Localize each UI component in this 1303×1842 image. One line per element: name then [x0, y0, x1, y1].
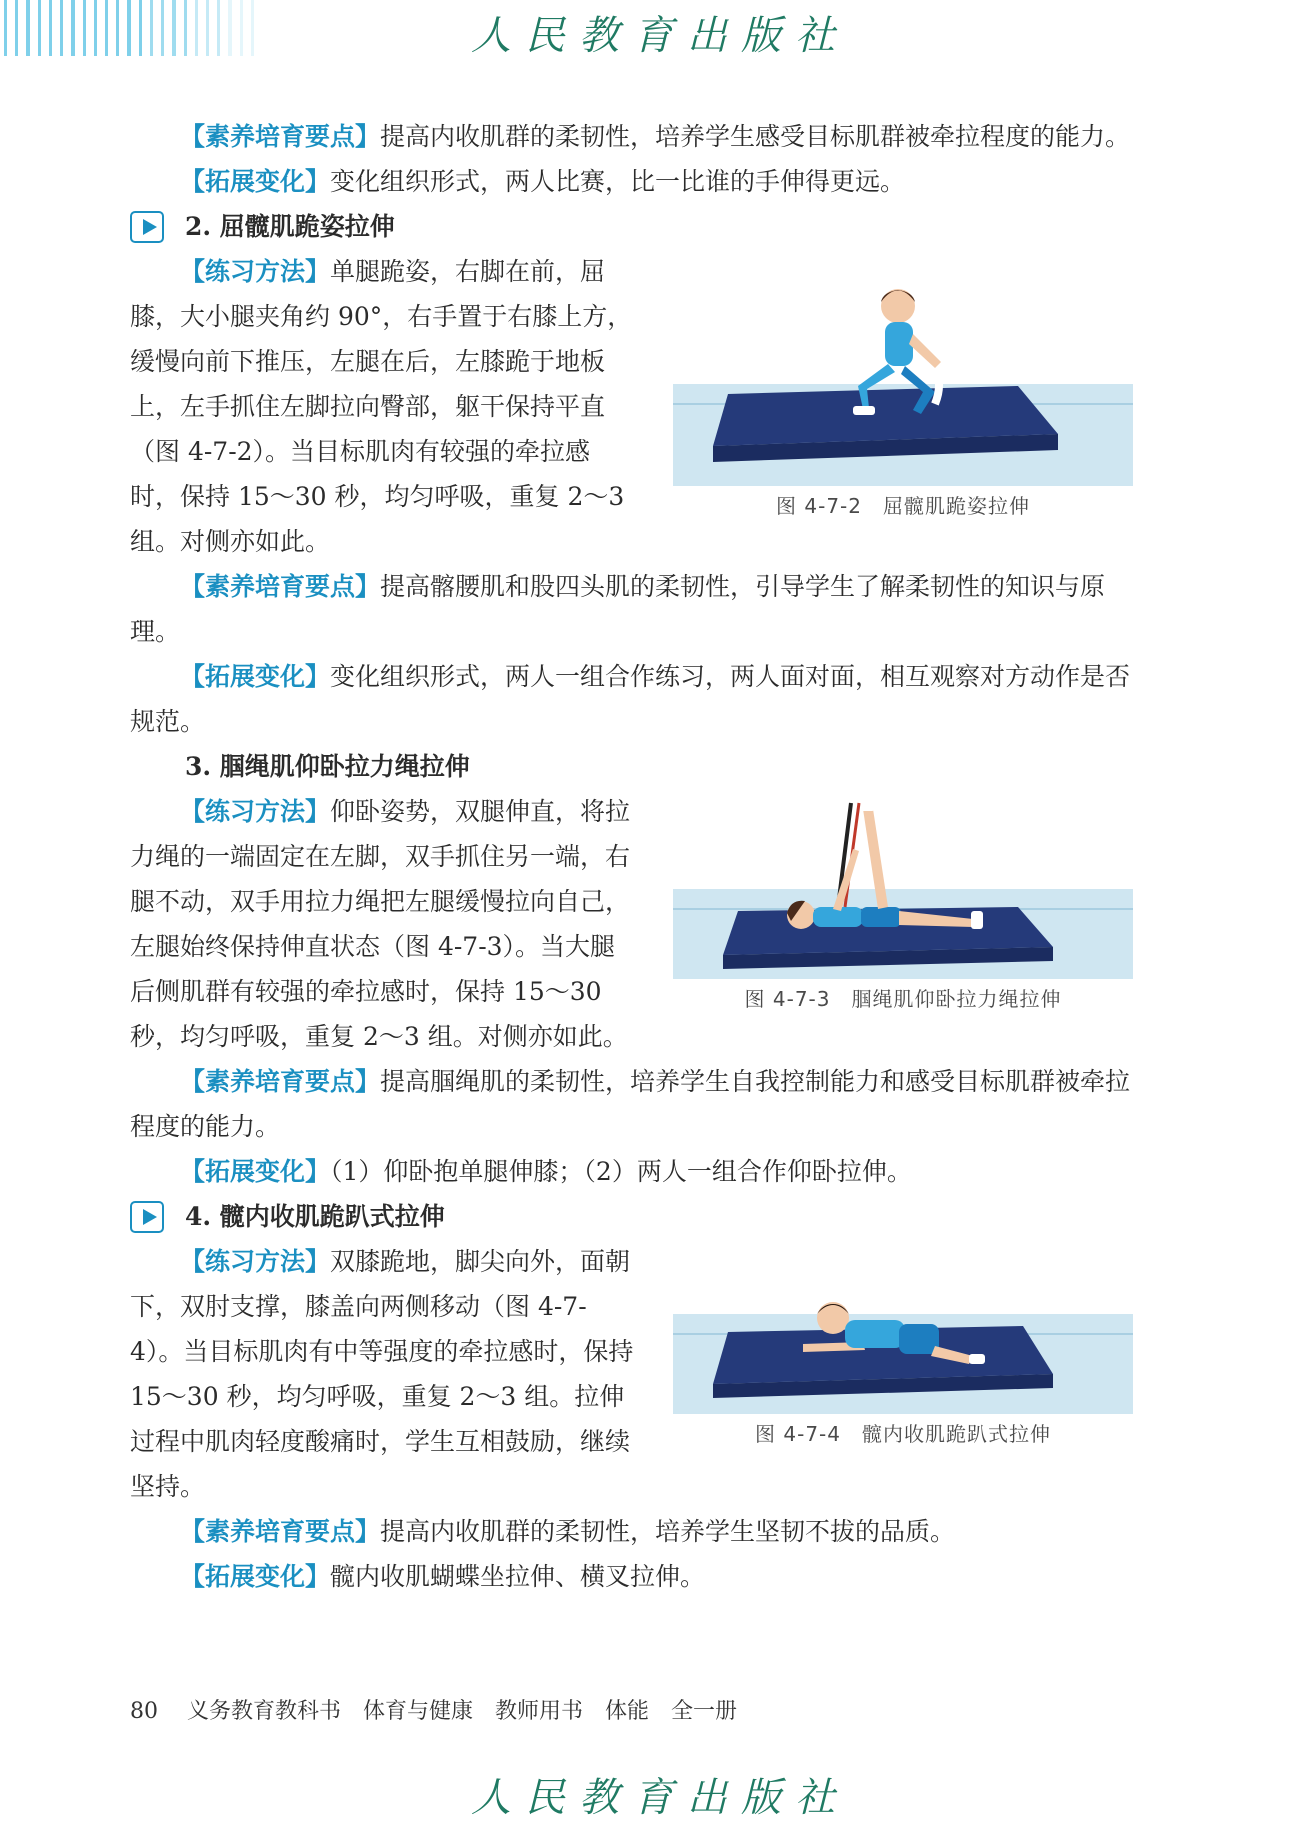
figure-4-7-2: [673, 249, 1133, 564]
paragraph-text: 提高内收肌群的柔韧性，培养学生感受目标肌群被牵拉程度的能力。: [380, 122, 1131, 151]
method-paragraph: [130, 1239, 635, 1509]
page-content: [130, 114, 1133, 1599]
paragraph-key-points: [130, 1509, 1133, 1554]
tag-label: 【素养培育要点】: [180, 122, 381, 151]
paragraph-text: 提高内收肌群的柔韧性，培养学生坚韧不拔的品质。: [380, 1517, 956, 1546]
figure-image: [673, 789, 1133, 979]
section3-row: [130, 789, 1133, 1059]
figure-caption: 图 4-7-2 屈髋肌跪姿拉伸: [776, 494, 1030, 518]
paragraph-text: 变化组织形式，两人比赛，比一比谁的手伸得更远。: [330, 167, 906, 196]
publisher-logo-footer: 人民教育出版社: [471, 1775, 849, 1821]
paragraph-text: 髋内收肌蝴蝶坐拉伸、横叉拉伸。: [330, 1562, 706, 1591]
section-title: 4. 髋内收肌跪趴式拉伸: [185, 1202, 445, 1231]
figure-image: [673, 1284, 1133, 1414]
paragraph-text: 双膝跪地，脚尖向外，面朝下，双肘支撑，膝盖向两侧移动（图 4-7-4）。当目标肌肉有中等强度的牵拉感时，保持 15～30 秒，均匀呼吸，重复 2～3 组。拉伸过程中肌肉轻度酸痛时，学生互相鼓励，继续坚持。: [130, 1247, 634, 1501]
section-heading-2: [130, 204, 1133, 249]
paragraph-extension: [130, 1149, 1133, 1194]
paragraph-extension: [130, 654, 1133, 744]
section-title: 3. 腘绳肌仰卧拉力绳拉伸: [185, 752, 470, 781]
page-number: 80: [130, 1699, 158, 1724]
tag-label: 【拓展变化】: [180, 167, 331, 196]
play-video-icon[interactable]: [130, 1201, 164, 1233]
page-footer: [130, 1694, 737, 1725]
paragraph-key-points: [130, 564, 1133, 654]
book-title: 义务教育教科书 体育与健康 教师用书 体能 全一册: [187, 1699, 738, 1724]
paragraph-text: 提高腘绳肌的柔韧性，培养学生自我控制能力和感受目标肌群被牵拉程度的能力。: [130, 1067, 1131, 1141]
tag-label: 【练习方法】: [180, 257, 331, 286]
figure-image: [673, 274, 1133, 486]
figure-4-7-4: [673, 1239, 1133, 1509]
tag-label: 【拓展变化】: [180, 662, 331, 691]
paragraph-key-points: [130, 1059, 1133, 1149]
section4-row: [130, 1239, 1133, 1509]
tag-label: 【练习方法】: [180, 797, 331, 826]
method-paragraph: [130, 249, 635, 564]
section-heading-4: [130, 1194, 1133, 1239]
header-stripes: [0, 0, 254, 56]
tag-label: 【素养培育要点】: [180, 1067, 381, 1096]
tag-label: 【素养培育要点】: [180, 572, 381, 601]
paragraph-extension: [130, 159, 1133, 204]
tag-label: 【练习方法】: [180, 1247, 331, 1276]
paragraph-text: 提高髂腰肌和股四头肌的柔韧性，引导学生了解柔韧性的知识与原理。: [130, 572, 1106, 646]
play-video-icon[interactable]: [130, 211, 164, 243]
section-heading-3: [130, 744, 1133, 789]
paragraph-text: （1）仰卧抱单腿伸膝；（2）两人一组合作仰卧拉伸。: [330, 1157, 912, 1186]
paragraph-text: 变化组织形式，两人一组合作练习，两人面对面，相互观察对方动作是否规范。: [130, 662, 1131, 736]
section2-row: [130, 249, 1133, 564]
paragraph-text: 单腿跪姿，右脚在前，屈膝，大小腿夹角约 90°，右手置于右膝上方，缓慢向前下推压，左腿在后，左膝跪于地板上，左手抓住左脚拉向臀部，躯干保持平直（图 4-7-2）。当目标肌肉有较强的牵拉感时，保持 15～30 秒，均匀呼吸，重复 2～3 组。对侧亦如此。: [130, 257, 633, 556]
paragraph-text: 仰卧姿势，双腿伸直，将拉力绳的一端固定在左脚，双手抓住另一端，右腿不动，双手用拉力绳把左腿缓慢拉向自己，左腿始终保持伸直状态（图 4-7-3）。当大腿后侧肌群有较强的牵拉感时，保持 15～30 秒，均匀呼吸，重复 2～3 组。对侧亦如此。: [130, 797, 631, 1051]
publisher-logo: 人民教育出版社: [471, 13, 849, 59]
method-paragraph: [130, 789, 635, 1059]
paragraph-key-points: [130, 114, 1133, 159]
paragraph-extension: [130, 1554, 1133, 1599]
figure-caption: 图 4-7-3 腘绳肌仰卧拉力绳拉伸: [744, 987, 1062, 1011]
tag-label: 【拓展变化】: [180, 1562, 331, 1591]
figure-caption: 图 4-7-4 髋内收肌跪趴式拉伸: [755, 1422, 1051, 1446]
section-title: 2. 屈髋肌跪姿拉伸: [185, 212, 395, 241]
figure-4-7-3: [673, 789, 1133, 1059]
tag-label: 【素养培育要点】: [180, 1517, 381, 1546]
tag-label: 【拓展变化】: [180, 1157, 331, 1186]
